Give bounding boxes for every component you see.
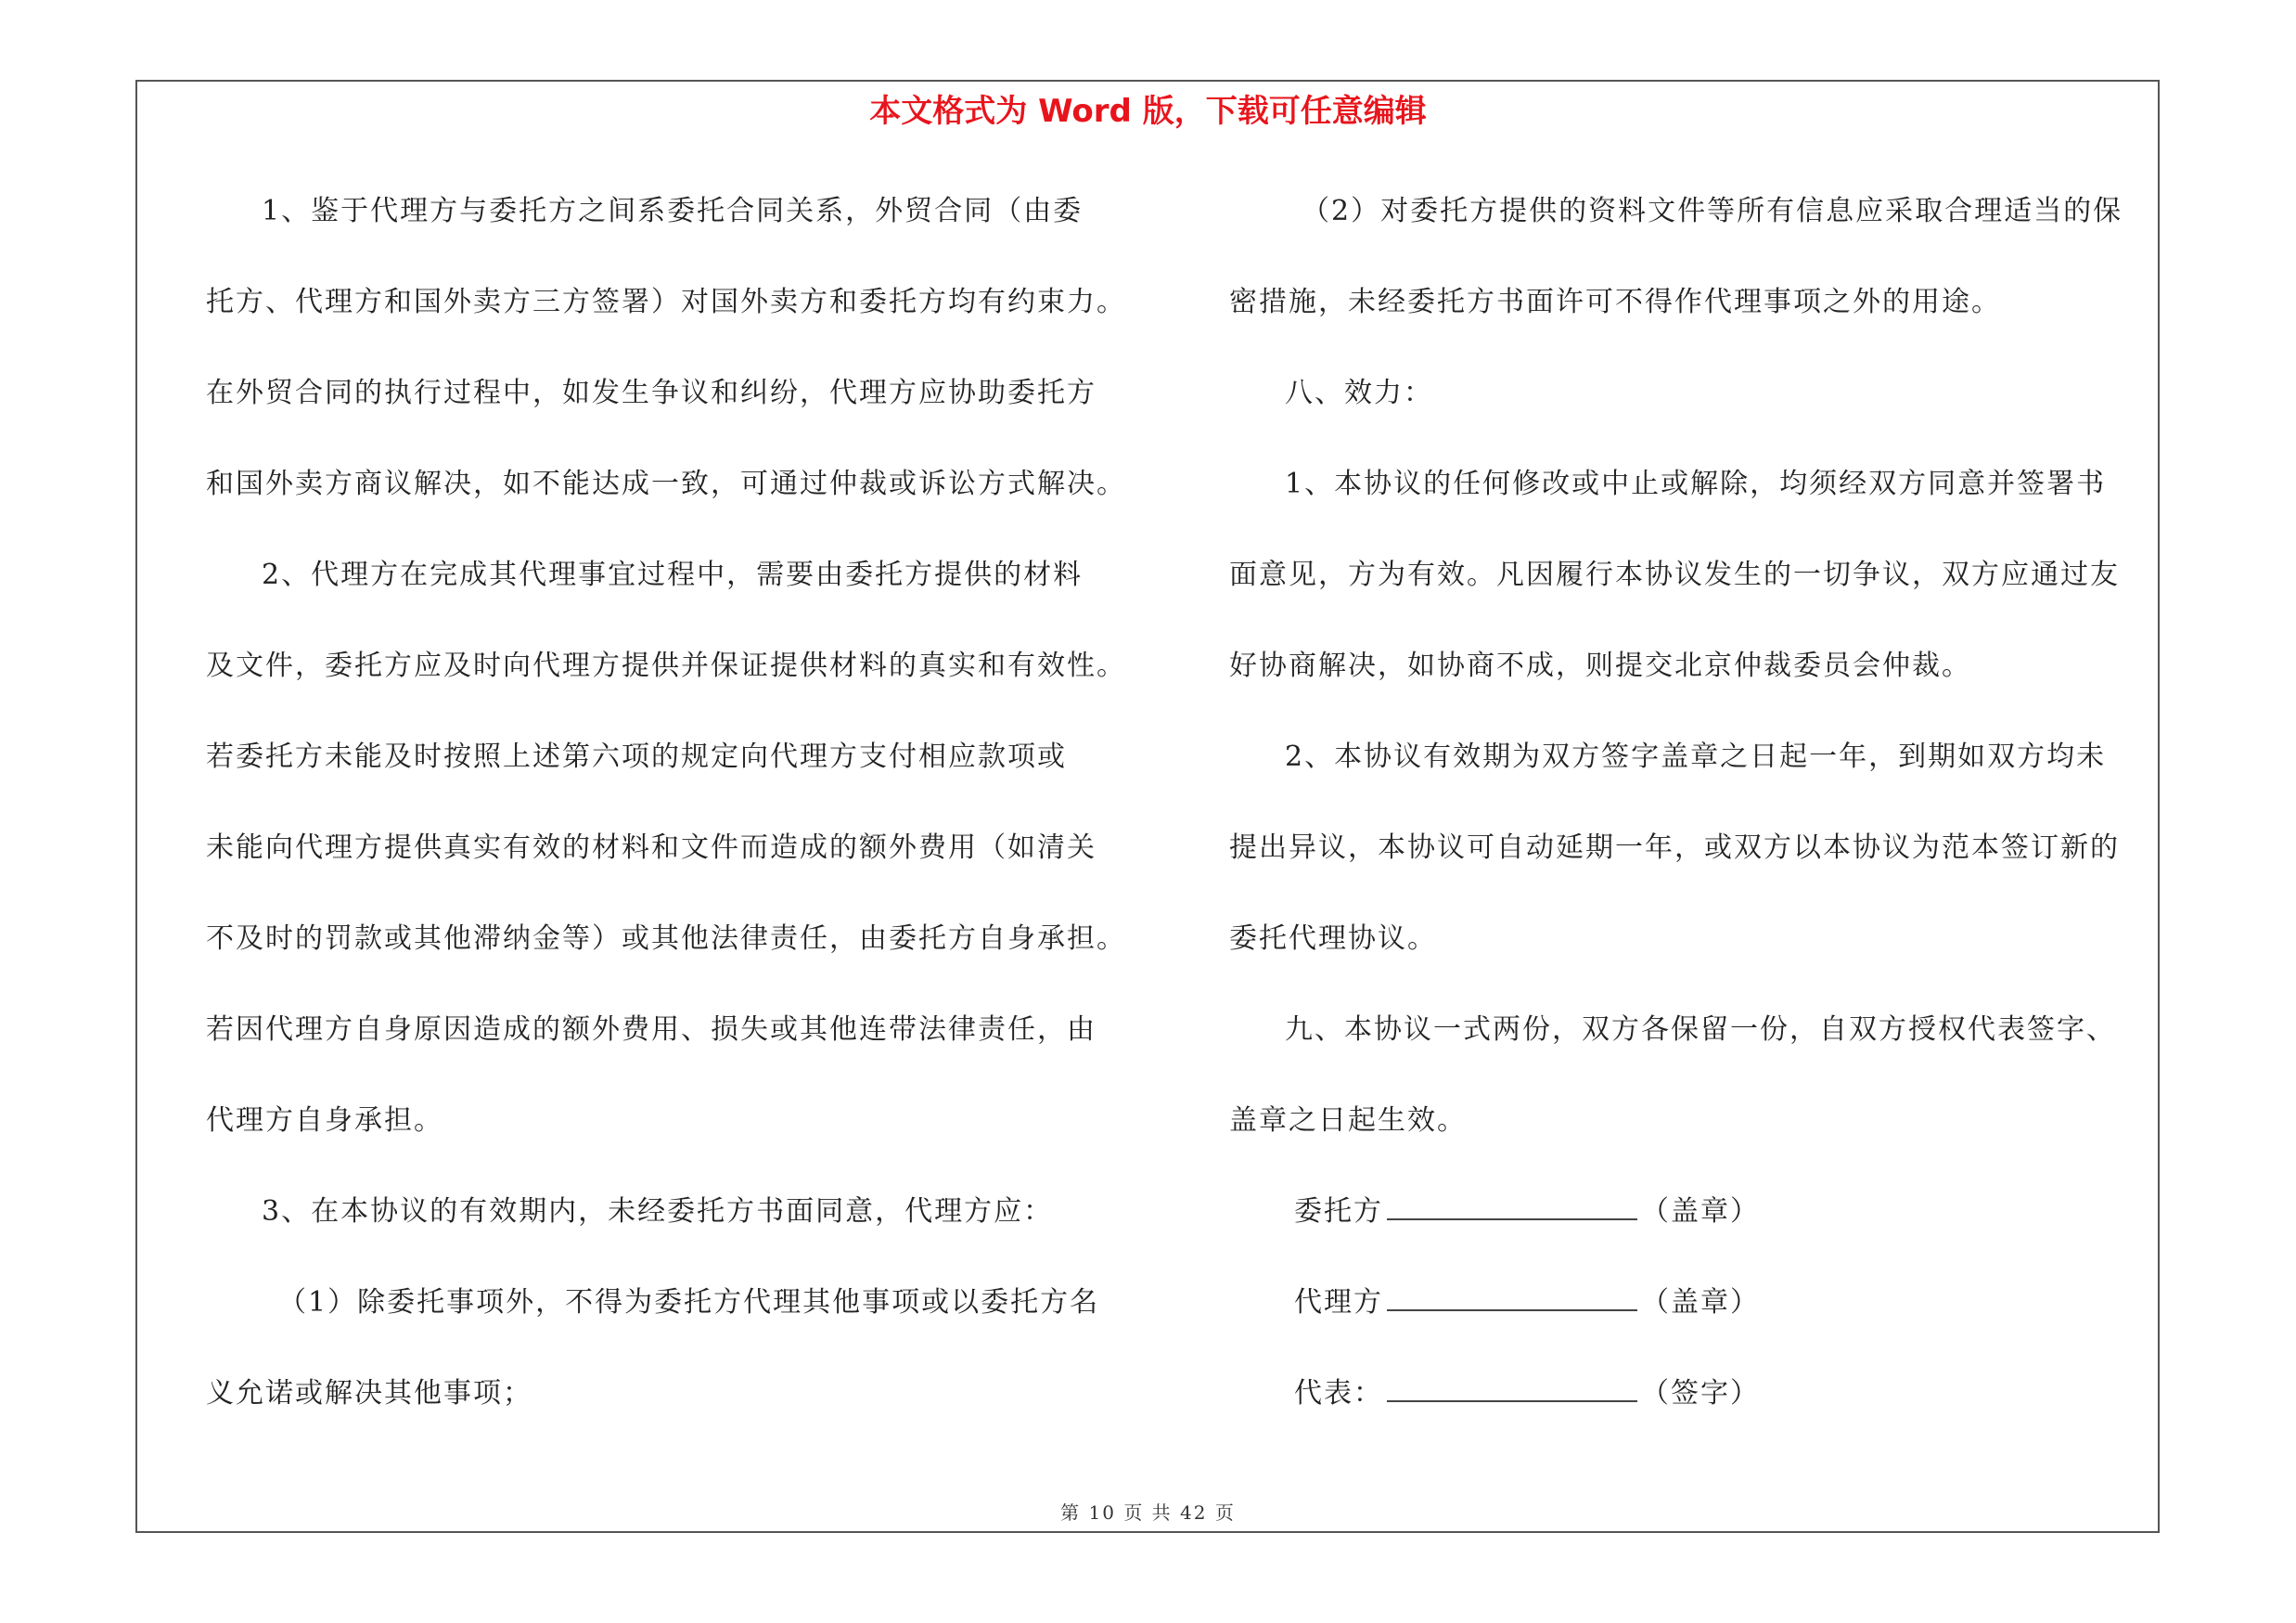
signature-label: 代表： (1294, 1377, 1383, 1410)
paragraph-line: 3、在本协议的有效期内，未经委托方书面同意，代理方应： (262, 1195, 1054, 1228)
paragraph-line: 2、本协议有效期为双方签字盖章之日起一年，到期如双方均未 (1285, 741, 2107, 773)
right-column (1229, 186, 2185, 1459)
paragraph-line: 不及时的罚款或其他滞纳金等）或其他法律责任，由委托方自身承担。 (206, 922, 1126, 955)
paragraph-line: 盖章之日起生效。 (1229, 1104, 1467, 1137)
paragraph-line: （1）除委托事项外，不得为委托方代理其他事项或以委托方名 (278, 1286, 1100, 1319)
signature-line-agent (1229, 1277, 2185, 1368)
signature-blank (1387, 1187, 1637, 1220)
paragraph-line: 密措施，未经委托方书面许可不得作代理事项之外的用途。 (1229, 286, 2001, 318)
paragraph-line: 和国外卖方商议解决，如不能达成一致，可通过仲裁或诉讼方式解决。 (206, 468, 1126, 500)
page-number-footer: 第 10 页 共 42 页 (1060, 1501, 1236, 1524)
left-column (206, 186, 1152, 1459)
paragraph-line: 2、代理方在完成其代理事宜过程中，需要由委托方提供的材料 (262, 559, 1084, 591)
signature-blank (1387, 1278, 1637, 1311)
signature-suffix: （盖章） (1641, 1195, 1760, 1228)
paragraph-line: 委托代理协议。 (1229, 922, 1437, 955)
paragraph-line: 提出异议，本协议可自动延期一年，或双方以本协议为范本签订新的 (1229, 831, 2120, 864)
paragraph-line: 若委托方未能及时按照上述第六项的规定向代理方支付相应款项或 (206, 741, 1067, 773)
paragraph-line: 未能向代理方提供真实有效的材料和文件而造成的额外费用（如清关 (206, 831, 1097, 864)
paragraph-line: 在外贸合同的执行过程中，如发生争议和纠纷，代理方应协助委托方 (206, 377, 1097, 409)
signature-label: 代理方 (1294, 1286, 1383, 1319)
signature-blank (1387, 1369, 1637, 1402)
paragraph-line: 九、本协议一式两份，双方各保留一份，自双方授权代表签字、 (1285, 1013, 2116, 1046)
paragraph-line: 若因代理方自身原因造成的额外费用、损失或其他连带法律责任，由 (206, 1013, 1097, 1046)
paragraph-line: 面意见，方为有效。凡因履行本协议发生的一切争议，双方应通过友 (1229, 559, 2120, 591)
signature-suffix: （签字） (1641, 1377, 1760, 1410)
word-format-banner: 本文格式为 Word 版，下载可任意编辑 (869, 93, 1427, 130)
paragraph-line: 义允诺或解决其他事项； (206, 1377, 532, 1410)
paragraph-line: 1、鉴于代理方与委托方之间系委托合同关系，外贸合同（由委 (262, 195, 1084, 227)
paragraph-line: 1、本协议的任何修改或中止或解除，均须经双方同意并签署书 (1285, 468, 2107, 500)
section-heading: 八、效力： (1285, 377, 1433, 409)
paragraph-line: 好协商解决，如协商不成，则提交北京仲裁委员会仲裁。 (1229, 650, 1971, 682)
paragraph-line: 代理方自身承担。 (206, 1104, 443, 1137)
signature-line-client (1229, 1186, 2185, 1277)
signature-line-representative (1229, 1368, 2185, 1459)
signature-label: 委托方 (1294, 1195, 1383, 1228)
paragraph-line: （2）对委托方提供的资料文件等所有信息应采取合理适当的保 (1302, 195, 2123, 227)
signature-suffix: （盖章） (1641, 1286, 1760, 1319)
paragraph-line: 及文件，委托方应及时向代理方提供并保证提供材料的真实和有效性。 (206, 650, 1126, 682)
paragraph-line: 托方、代理方和国外卖方三方签署）对国外卖方和委托方均有约束力。 (206, 286, 1126, 318)
